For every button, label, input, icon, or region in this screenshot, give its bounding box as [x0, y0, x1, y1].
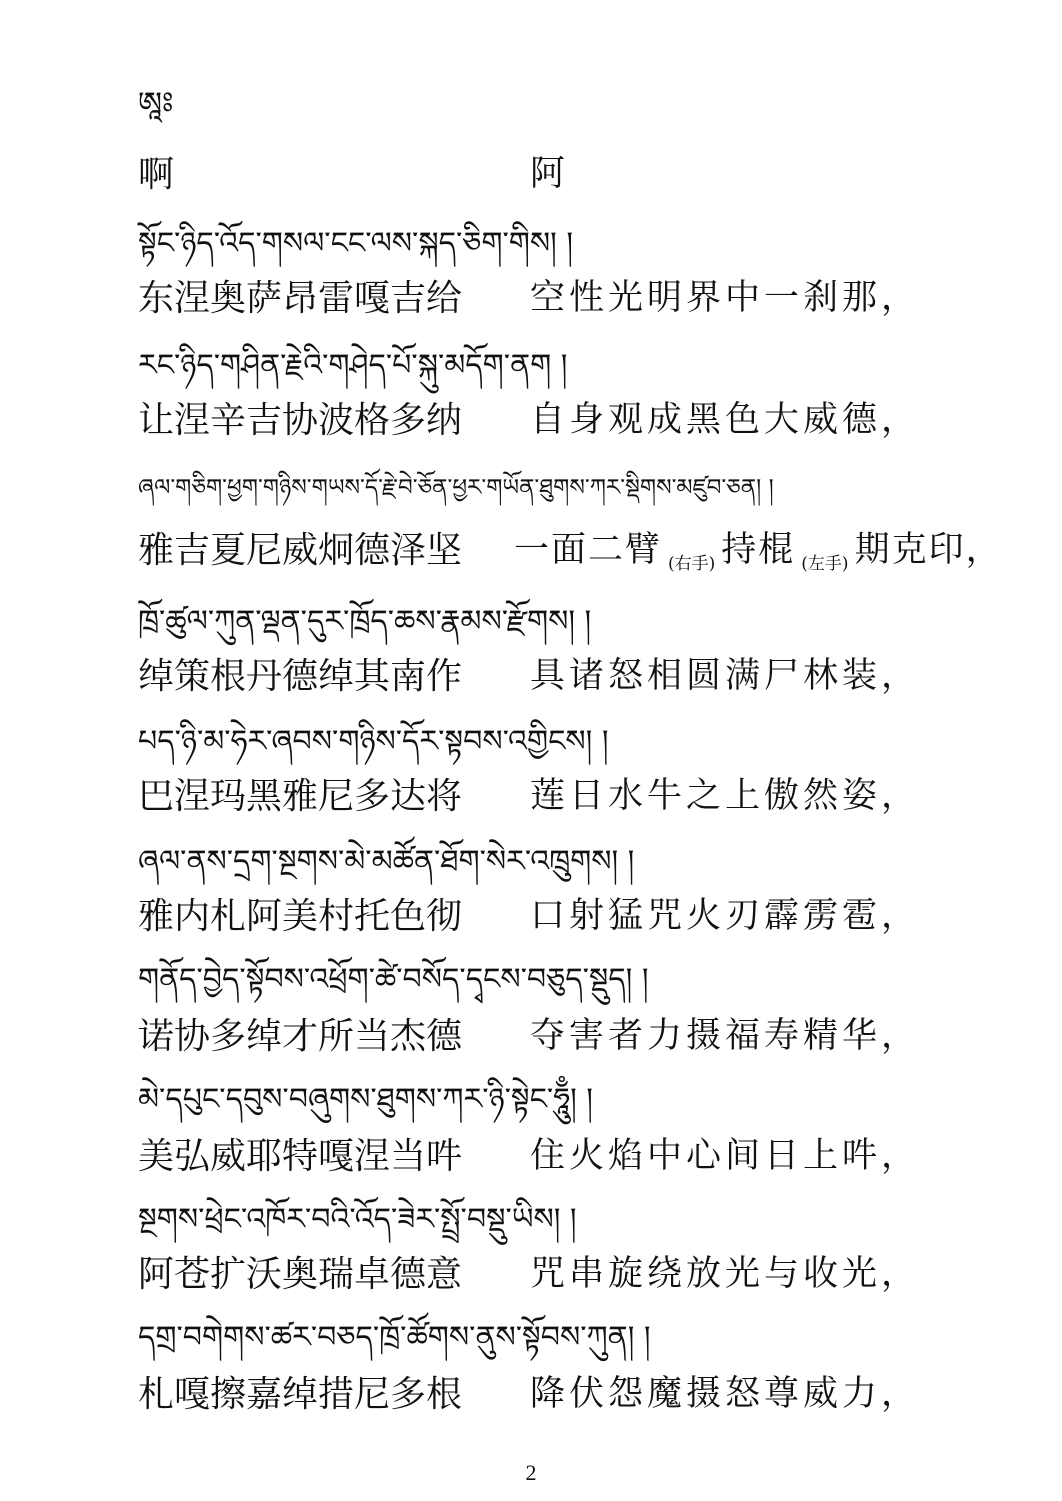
verse-row-4	[138, 648, 1038, 696]
verse-translation-7: 夺害者力摄福寿精华，	[530, 1016, 921, 1056]
verse-phonetic-1: 东涅奥萨昂雷嘎吉给	[138, 278, 463, 319]
verse-translation-3-part-3: 期克印，	[854, 530, 1003, 570]
seed-syllable-row	[138, 146, 1038, 194]
seed-syllable-translation: 阿	[530, 154, 570, 194]
verse-tibetan-9: སྔགས་ཕྲེང་འཁོར་བའི་འོད་ཟེར་སྤྲོ་བསྡུ་ཡིས། །	[138, 1202, 577, 1237]
verse-phonetic-4: 绰策根丹德绰其南作	[138, 656, 463, 697]
verse-tibetan-3: ཞལ་གཅིག་ཕྱག་གཉིས་གཡས་དོ་རྗེ་བེ་ཅོན་ཕྱར་གཡོན་ཐུགས་ཀར་སྡིགས་མཛུབ་ཅན། །	[138, 475, 774, 501]
verse-translation-1: 空性光明界中一刹那，	[530, 278, 921, 318]
verse-row-10	[138, 1366, 1038, 1414]
verse-row-3	[138, 522, 1038, 574]
verse-translation-4: 具诸怒相圆满尸林装，	[530, 656, 921, 696]
verse-tibetan-2: རང་ཉིད་གཤིན་རྗེའི་གཤེད་པོ་སྐུ་མདོག་ནག །	[138, 348, 568, 383]
verse-phonetic-6: 雅内札阿美村托色彻	[138, 896, 463, 937]
verse-row-6	[138, 888, 1038, 936]
verse-row-1	[138, 270, 1038, 318]
verse-translation-10: 降伏怨魔摄怒尊威力，	[530, 1374, 921, 1414]
verse-phonetic-10: 札嘎擦嘉绰措尼多根	[138, 1374, 463, 1415]
verse-translation-3-part-1: 一面二臂	[514, 530, 663, 570]
verse-tibetan-6: ཞལ་ནས་དྲག་སྔགས་མེ་མཚོན་ཐོག་སེར་འཁྲུགས། །	[138, 844, 635, 879]
seed-syllable-phonetic: 啊	[138, 154, 175, 195]
verse-row-8	[138, 1128, 1038, 1176]
left-hand-note: (左手)	[801, 554, 849, 574]
verse-translation-9: 咒串旋绕放光与收光，	[530, 1254, 921, 1294]
seed-syllable-tibetan: ཨཱཿ	[138, 86, 174, 121]
verse-phonetic-7: 诺协多绰才所当杰德	[138, 1016, 463, 1057]
verse-tibetan-1: སྟོང་ཉིད་འོད་གསལ་ངང་ལས་སྐད་ཅིག་གིས། །	[138, 226, 573, 261]
verse-tibetan-7: གནོད་བྱེད་སྟོབས་འཕྲོག་ཚེ་བསོད་དྭངས་བཅུད་སྡུད། །	[138, 962, 649, 997]
verse-phonetic-9: 阿苍扩沃奥瑞卓德意	[138, 1254, 463, 1295]
verse-row-9	[138, 1246, 1038, 1294]
verse-translation-2: 自身观成黑色大威德，	[530, 400, 921, 440]
verse-phonetic-5: 巴涅玛黑雅尼多达将	[138, 776, 463, 817]
verse-tibetan-10: དགྲ་བགེགས་ཚར་བཅད་ཁྲོ་ཚོགས་ནུས་སྟོབས་ཀུན། །	[138, 1320, 651, 1355]
verse-translation-8: 住火焰中心间日上吽，	[530, 1136, 921, 1176]
verse-phonetic-2: 让涅辛吉协波格多纳	[138, 400, 463, 441]
verse-tibetan-4: ཁྲོ་ཚུལ་ཀུན་ལྡན་དུར་ཁྲོད་ཆས་རྣམས་རྫོགས། །	[138, 604, 592, 639]
verse-phonetic-3: 雅吉夏尼威炯德泽坚	[138, 530, 463, 571]
verse-tibetan-8: མེ་དཔུང་དབུས་བཞུགས་ཐུགས་ཀར་ཉི་སྟེང་ཧཱུྃ། །	[138, 1082, 593, 1117]
verse-row-7	[138, 1008, 1038, 1056]
page-number: 2	[525, 1460, 537, 1485]
verse-translation-3-part-2: 持棍	[721, 530, 796, 570]
verse-phonetic-8: 美弘威耶特嘎涅当吽	[138, 1136, 463, 1177]
verse-row-5	[138, 768, 1038, 816]
verse-tibetan-5: པད་ཉི་མ་ཧེར་ཞབས་གཉིས་དོར་སྟབས་འགྱིངས། །	[138, 724, 609, 759]
right-hand-note: (右手)	[668, 554, 716, 574]
verse-translation-5: 莲日水牛之上傲然姿，	[530, 776, 921, 816]
verse-translation-3	[514, 522, 1003, 574]
verse-row-2	[138, 392, 1038, 440]
verse-translation-6: 口射猛咒火刃霹雳雹，	[530, 896, 921, 936]
